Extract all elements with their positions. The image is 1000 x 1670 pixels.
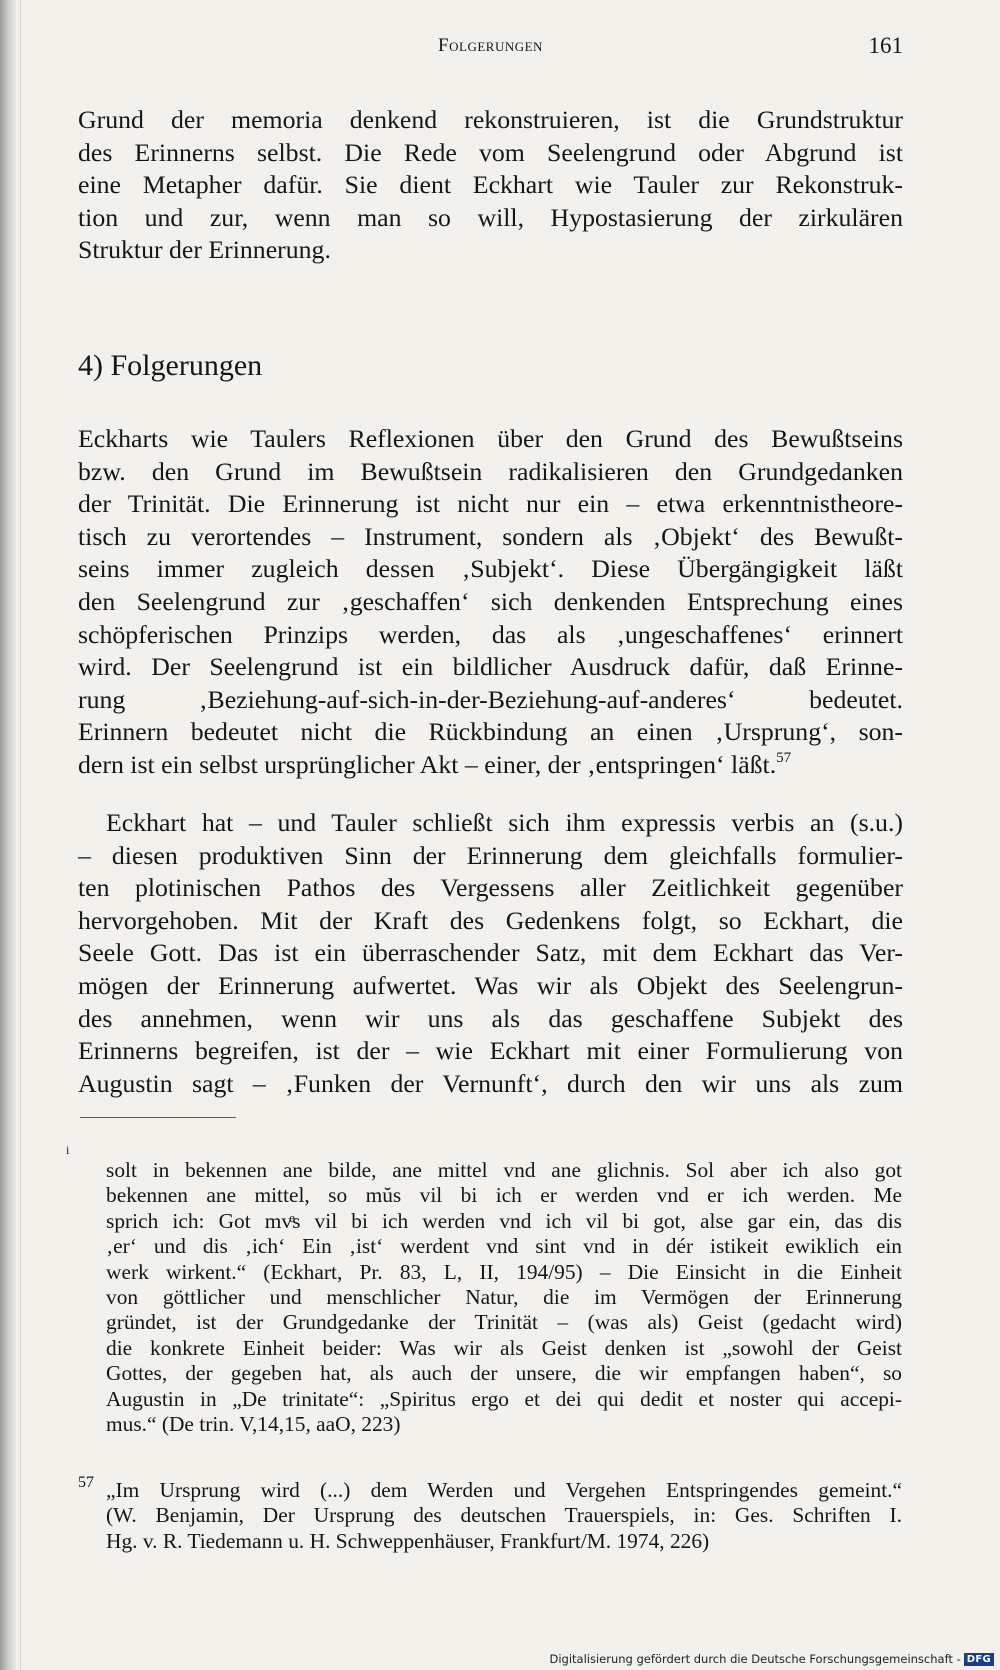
gutter-line xyxy=(20,0,21,1670)
text-line: dern ist ein selbst ursprünglicher Akt – einer, der ‚entspringen‘ läßt. xyxy=(78,749,777,779)
footnote-rule xyxy=(80,1117,236,1118)
text-line: der Trinität. Die Erinnerung ist nicht nur ein – etwa erkenntnistheore- xyxy=(78,489,903,519)
footnote-line: (W. Benjamin, Der Ursprung des deutschen Trauerspiels, in: Ges. Schriften I. xyxy=(106,1503,902,1528)
footnote-line: solt in bekennen ane bilde, ane mittel vnd ane glichnis. Sol aber ich also got xyxy=(106,1158,902,1182)
paragraph-eckhart xyxy=(78,807,903,1100)
footnote-line: Hg. v. R. Tiedemann u. H. Schweppenhäuser, Frankfurt/M. 1974, 226) xyxy=(106,1528,710,1553)
paragraph-folgerungen xyxy=(78,423,903,782)
text-line: bzw. den Grund im Bewußtsein radikalisieren den Grundgedanken xyxy=(78,456,903,486)
text-line: ten plotinischen Pathos des Vergessens aller Zeitlichkeit gegenüber xyxy=(78,873,903,903)
text-line: den Seelengrund zur ‚geschaffen‘ sich denkenden Entsprechung eines xyxy=(78,586,903,616)
footnote-line: die konkrete Einheit beider: Was wir als Geist denken ist „sowohl der Geist xyxy=(106,1335,902,1360)
text-line: des Erinnerns selbst. Die Rede vom Seelengrund oder Abgrund ist xyxy=(78,137,903,167)
paragraph-continuation xyxy=(78,104,903,267)
section-heading: 4) Folgerungen xyxy=(78,349,263,382)
text-line: Erinnerns begreifen, ist der – wie Eckhart mit einer Formulierung von xyxy=(78,1036,903,1066)
footnote-line: gründet, ist der Grundgedanke der Trinität – (was als) Geist (gedacht wird) xyxy=(106,1310,902,1335)
text-line: Grund der memoria denkend rekonstruieren, ist die Grundstruktur xyxy=(78,105,903,134)
text-line: – diesen produktiven Sinn der Erinnerung dem gleichfalls formulier- xyxy=(78,840,903,870)
footnote-line: Gottes, der gegeben hat, als auch der unsere, die wir empfangen haben“, so xyxy=(106,1361,902,1386)
digitization-footer xyxy=(549,1652,994,1666)
text-line-with-footnote xyxy=(78,749,903,782)
text-line: Seele Gott. Das ist ein überraschender Satz, mit dem Eckhart das Ver- xyxy=(78,938,903,968)
page-header xyxy=(78,30,903,64)
book-spine-shadow xyxy=(0,0,16,1670)
text-line: Struktur der Erinnerung. xyxy=(78,235,331,265)
text-line: mögen der Erinnerung aufwertet. Was wir als Objekt des Seelengrun- xyxy=(78,970,903,1000)
text-line: schöpferischen Prinzips werden, das als ‚ungeschaffenes‘ erinnert xyxy=(78,619,903,649)
footer-text: Digitalisierung gefördert durch die Deutsche Forschungsgemeinschaft - xyxy=(549,1652,961,1666)
text-line: Erinnern bedeutet nicht die Rückbindung an einen ‚Ursprung‘, son- xyxy=(78,717,903,747)
footnote-line: „Im Ursprung wird (...) dem Werden und Vergehen Entspringendes gemeint.“ xyxy=(106,1478,902,1502)
footnote-line: von göttlicher und menschlicher Natur, die im Vermögen der Erinnerung xyxy=(106,1285,902,1310)
text-line: hervorgehoben. Mit der Kraft des Gedenkens folgt, so Eckhart, die xyxy=(78,905,903,935)
footnote-continuation xyxy=(106,1158,902,1437)
text-line: rung ‚Beziehung-auf-sich-in-der-Beziehung-auf-anderes‘ bedeutet. xyxy=(78,684,903,714)
footnote-line: Augustin in „De trinitate“: „Spiritus ergo et dei qui dedit et noster qui accepi- xyxy=(106,1386,902,1411)
text-line: tisch zu verortendes – Instrument, sondern als ‚Objekt‘ des Bewußt- xyxy=(78,521,903,551)
footnote-57 xyxy=(106,1478,902,1554)
running-title: Folgerungen xyxy=(438,35,543,56)
text-line: des annehmen, wenn wir uns als das geschaffene Subjekt des xyxy=(78,1003,903,1033)
text-line: eine Metapher dafür. Sie dient Eckhart wie Tauler zur Rekonstruk- xyxy=(78,170,903,200)
footnote-line: mus.“ (De trin. V,14,15, aaO, 223) xyxy=(106,1412,401,1437)
footnote-line: sprich ich: Got mvͤs vil bi ich werden vnd ich vil bi got, alse gar ein, das dis xyxy=(106,1208,902,1233)
text-line: seins immer zugleich dessen ‚Subjekt‘. Diese Übergängigkeit läßt xyxy=(78,554,903,584)
footnote-line: ‚er‘ und dis ‚ich‘ Ein ‚ist‘ werdent vnd sint vnd in dér istikeit ewiklich ein xyxy=(106,1234,902,1259)
text-line: Augustin sagt – ‚Funken der Vernunft‘, durch den wir uns als zum xyxy=(78,1068,903,1098)
footnote-marker: i xyxy=(66,1143,70,1157)
footnote-number-57: 57 xyxy=(78,1474,94,1491)
dfg-logo-badge: DFG xyxy=(964,1653,994,1666)
text-line: Eckharts wie Taulers Reflexionen über den Grund des Bewußtseins xyxy=(78,424,903,453)
text-line: tion und zur, wenn man so will, Hypostasierung der zirkulären xyxy=(78,202,903,232)
text-line: Eckhart hat – und Tauler schließt sich ihm expressis verbis an (s.u.) xyxy=(106,808,903,837)
text-line: wird. Der Seelengrund ist ein bildlicher Ausdruck dafür, daß Erinne- xyxy=(78,652,903,682)
footnote-line: bekennen ane mittel, so mŭs vil bi ich er werden vnd er ich werden. Me xyxy=(106,1183,902,1208)
footnote-line: werk wirkent.“ (Eckhart, Pr. 83, L, II, 194/95) – Die Einsicht in die Einheit xyxy=(106,1259,902,1284)
footnote-reference[interactable]: 57 xyxy=(776,749,792,766)
page-number: 161 xyxy=(868,33,903,58)
